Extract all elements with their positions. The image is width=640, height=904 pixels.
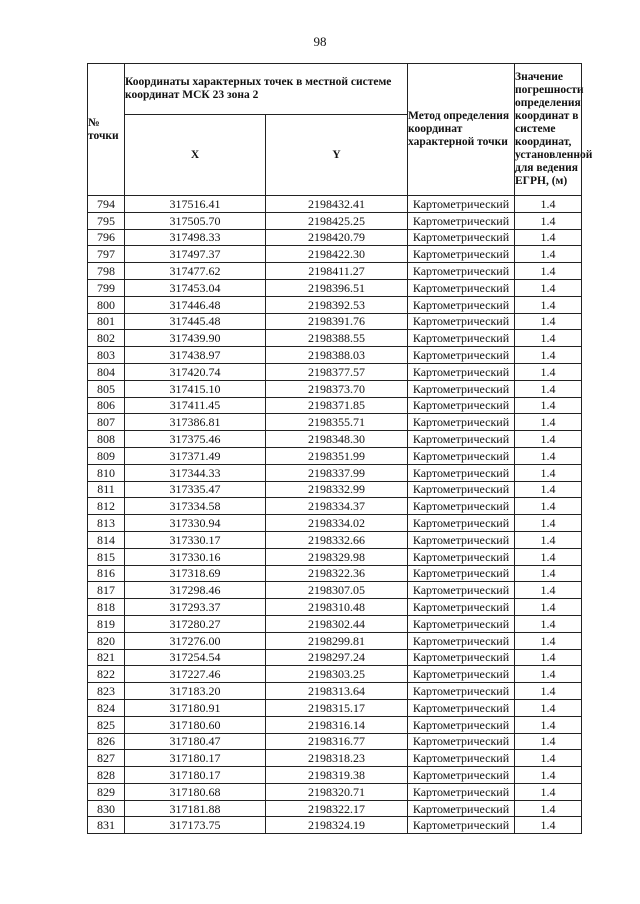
cell-num: 808 [88,431,125,448]
cell-y: 2198307.05 [266,582,408,599]
cell-method: Картометрический [408,246,515,263]
table-row [88,447,582,464]
cell-method: Картометрический [408,733,515,750]
cell-x: 317180.17 [125,767,266,784]
cell-y: 2198337.99 [266,464,408,481]
cell-y: 2198302.44 [266,615,408,632]
cell-method: Картометрический [408,279,515,296]
cell-x: 317293.37 [125,599,266,616]
cell-num: 797 [88,246,125,263]
cell-y: 2198396.51 [266,279,408,296]
cell-y: 2198377.57 [266,363,408,380]
cell-num: 794 [88,196,125,213]
cell-y: 2198313.64 [266,683,408,700]
coordinates-table [87,63,593,834]
cell-error: 1.4 [515,313,582,330]
cell-x: 317254.54 [125,649,266,666]
cell-y: 2198322.17 [266,800,408,817]
cell-method: Картометрический [408,330,515,347]
cell-error: 1.4 [515,397,582,414]
cell-x: 317298.46 [125,582,266,599]
cell-num: 800 [88,296,125,313]
cell-x: 317181.88 [125,800,266,817]
cell-method: Картометрический [408,599,515,616]
table-row [88,733,582,750]
cell-num: 818 [88,599,125,616]
cell-y: 2198425.25 [266,212,408,229]
cell-x: 317375.46 [125,431,266,448]
cell-num: 830 [88,800,125,817]
table-row [88,498,582,515]
cell-num: 805 [88,380,125,397]
table-row [88,800,582,817]
cell-num: 815 [88,548,125,565]
cell-x: 317477.62 [125,263,266,280]
table-row [88,246,582,263]
cell-num: 817 [88,582,125,599]
cell-error: 1.4 [515,632,582,649]
cell-x: 317371.49 [125,447,266,464]
header-x: X [125,115,266,196]
cell-num: 798 [88,263,125,280]
cell-method: Картометрический [408,380,515,397]
cell-y: 2198422.30 [266,246,408,263]
table-row [88,414,582,431]
cell-x: 317180.60 [125,716,266,733]
cell-y: 2198299.81 [266,632,408,649]
cell-y: 2198334.02 [266,515,408,532]
cell-method: Картометрический [408,750,515,767]
cell-num: 820 [88,632,125,649]
cell-method: Картометрический [408,363,515,380]
cell-num: 822 [88,666,125,683]
table-row [88,196,582,213]
cell-x: 317173.75 [125,817,266,834]
cell-y: 2198332.66 [266,531,408,548]
cell-method: Картометрический [408,229,515,246]
cell-x: 317330.17 [125,531,266,548]
table-row [88,212,582,229]
cell-y: 2198297.24 [266,649,408,666]
table-row [88,599,582,616]
cell-method: Картометрический [408,632,515,649]
cell-y: 2198315.17 [266,699,408,716]
cell-y: 2198348.30 [266,431,408,448]
table-row [88,363,582,380]
cell-error: 1.4 [515,783,582,800]
cell-x: 317318.69 [125,565,266,582]
cell-y: 2198388.55 [266,330,408,347]
cell-num: 824 [88,699,125,716]
table-row [88,380,582,397]
cell-y: 2198332.99 [266,481,408,498]
cell-method: Картометрический [408,464,515,481]
cell-error: 1.4 [515,212,582,229]
cell-error: 1.4 [515,666,582,683]
cell-y: 2198355.71 [266,414,408,431]
cell-x: 317227.46 [125,666,266,683]
cell-error: 1.4 [515,599,582,616]
cell-error: 1.4 [515,699,582,716]
cell-num: 803 [88,347,125,364]
cell-error: 1.4 [515,296,582,313]
page-number: 98 [313,34,327,49]
cell-method: Картометрический [408,515,515,532]
cell-num: 823 [88,683,125,700]
cell-error: 1.4 [515,817,582,834]
table-row [88,531,582,548]
cell-method: Картометрический [408,196,515,213]
cell-error: 1.4 [515,447,582,464]
cell-method: Картометрический [408,313,515,330]
cell-method: Картометрический [408,296,515,313]
table-row [88,699,582,716]
cell-error: 1.4 [515,615,582,632]
cell-x: 317180.91 [125,699,266,716]
cell-num: 801 [88,313,125,330]
cell-x: 317386.81 [125,414,266,431]
cell-num: 813 [88,515,125,532]
table-row [88,431,582,448]
cell-error: 1.4 [515,263,582,280]
cell-num: 812 [88,498,125,515]
table-row [88,783,582,800]
cell-error: 1.4 [515,481,582,498]
cell-num: 829 [88,783,125,800]
cell-num: 811 [88,481,125,498]
header-y: Y [266,115,408,196]
table-row [88,632,582,649]
cell-method: Картометрический [408,767,515,784]
table-row [88,649,582,666]
header-error: Значение погрешности определения координат в системе координат, установленной для ведения ЕГРН, (м) [515,64,582,196]
cell-y: 2198324.19 [266,817,408,834]
cell-error: 1.4 [515,498,582,515]
cell-num: 826 [88,733,125,750]
cell-method: Картометрический [408,817,515,834]
cell-method: Картометрический [408,683,515,700]
table-row [88,515,582,532]
cell-method: Картометрический [408,414,515,431]
cell-x: 317330.16 [125,548,266,565]
table-row [88,565,582,582]
cell-x: 317438.97 [125,347,266,364]
cell-error: 1.4 [515,565,582,582]
cell-x: 317505.70 [125,212,266,229]
cell-x: 317411.45 [125,397,266,414]
cell-method: Картометрический [408,212,515,229]
cell-x: 317516.41 [125,196,266,213]
table-row [88,767,582,784]
table-row [88,330,582,347]
table-row [88,263,582,280]
cell-method: Картометрический [408,565,515,582]
cell-method: Картометрический [408,531,515,548]
cell-error: 1.4 [515,347,582,364]
cell-num: 827 [88,750,125,767]
cell-x: 317498.33 [125,229,266,246]
table-row [88,750,582,767]
cell-num: 802 [88,330,125,347]
table-row [88,279,582,296]
cell-method: Картометрический [408,699,515,716]
cell-y: 2198432.41 [266,196,408,213]
cell-x: 317446.48 [125,296,266,313]
cell-method: Картометрический [408,447,515,464]
cell-x: 317330.94 [125,515,266,532]
cell-x: 317445.48 [125,313,266,330]
cell-y: 2198391.76 [266,313,408,330]
cell-error: 1.4 [515,767,582,784]
cell-error: 1.4 [515,750,582,767]
cell-x: 317497.37 [125,246,266,263]
cell-num: 814 [88,531,125,548]
table-body [88,196,582,834]
cell-error: 1.4 [515,380,582,397]
cell-method: Картометрический [408,649,515,666]
cell-error: 1.4 [515,279,582,296]
cell-num: 809 [88,447,125,464]
table-row [88,347,582,364]
table-row [88,464,582,481]
cell-error: 1.4 [515,464,582,481]
cell-num: 825 [88,716,125,733]
cell-error: 1.4 [515,716,582,733]
cell-x: 317180.68 [125,783,266,800]
cell-x: 317453.04 [125,279,266,296]
cell-x: 317276.00 [125,632,266,649]
cell-method: Картометрический [408,397,515,414]
cell-error: 1.4 [515,683,582,700]
cell-error: 1.4 [515,531,582,548]
cell-num: 799 [88,279,125,296]
cell-x: 317180.17 [125,750,266,767]
cell-x: 317180.47 [125,733,266,750]
header-point-number: № точки [88,64,125,196]
cell-y: 2198411.27 [266,263,408,280]
cell-y: 2198316.14 [266,716,408,733]
cell-error: 1.4 [515,414,582,431]
cell-y: 2198320.71 [266,783,408,800]
cell-x: 317280.27 [125,615,266,632]
cell-method: Картометрический [408,800,515,817]
cell-x: 317420.74 [125,363,266,380]
cell-num: 796 [88,229,125,246]
cell-x: 317415.10 [125,380,266,397]
cell-x: 317334.58 [125,498,266,515]
cell-error: 1.4 [515,649,582,666]
table-row [88,548,582,565]
cell-num: 807 [88,414,125,431]
cell-y: 2198303.25 [266,666,408,683]
cell-error: 1.4 [515,515,582,532]
cell-y: 2198310.48 [266,599,408,616]
cell-error: 1.4 [515,548,582,565]
cell-num: 810 [88,464,125,481]
cell-error: 1.4 [515,733,582,750]
cell-method: Картометрический [408,716,515,733]
cell-num: 819 [88,615,125,632]
cell-error: 1.4 [515,330,582,347]
header-coordinates: Координаты характерных точек в местной системе координат МСК 23 зона 2 [125,64,408,115]
table-row [88,615,582,632]
cell-num: 831 [88,817,125,834]
cell-method: Картометрический [408,548,515,565]
table-row [88,229,582,246]
cell-method: Картометрический [408,263,515,280]
table-row [88,666,582,683]
cell-x: 317335.47 [125,481,266,498]
cell-method: Картометрический [408,481,515,498]
cell-error: 1.4 [515,196,582,213]
cell-y: 2198351.99 [266,447,408,464]
table-row [88,397,582,414]
header-method: Метод определения координат характерной точки [408,64,515,196]
cell-num: 806 [88,397,125,414]
cell-y: 2198329.98 [266,548,408,565]
cell-num: 804 [88,363,125,380]
cell-x: 317183.20 [125,683,266,700]
cell-method: Картометрический [408,347,515,364]
cell-method: Картометрический [408,666,515,683]
cell-method: Картометрический [408,431,515,448]
table-row [88,481,582,498]
cell-x: 317344.33 [125,464,266,481]
cell-error: 1.4 [515,431,582,448]
cell-y: 2198420.79 [266,229,408,246]
table-row [88,817,582,834]
cell-num: 821 [88,649,125,666]
cell-error: 1.4 [515,800,582,817]
cell-method: Картометрический [408,615,515,632]
cell-method: Картометрический [408,582,515,599]
table-row [88,683,582,700]
cell-y: 2198318.23 [266,750,408,767]
table-row [88,716,582,733]
cell-y: 2198316.77 [266,733,408,750]
cell-method: Картометрический [408,498,515,515]
cell-x: 317439.90 [125,330,266,347]
cell-error: 1.4 [515,582,582,599]
cell-error: 1.4 [515,363,582,380]
cell-y: 2198373.70 [266,380,408,397]
cell-y: 2198388.03 [266,347,408,364]
cell-num: 795 [88,212,125,229]
table-row [88,313,582,330]
cell-method: Картометрический [408,783,515,800]
cell-y: 2198371.85 [266,397,408,414]
cell-y: 2198334.37 [266,498,408,515]
cell-y: 2198319.38 [266,767,408,784]
cell-y: 2198392.53 [266,296,408,313]
table-row [88,296,582,313]
cell-y: 2198322.36 [266,565,408,582]
cell-error: 1.4 [515,246,582,263]
cell-num: 828 [88,767,125,784]
cell-error: 1.4 [515,229,582,246]
table-row [88,582,582,599]
cell-num: 816 [88,565,125,582]
